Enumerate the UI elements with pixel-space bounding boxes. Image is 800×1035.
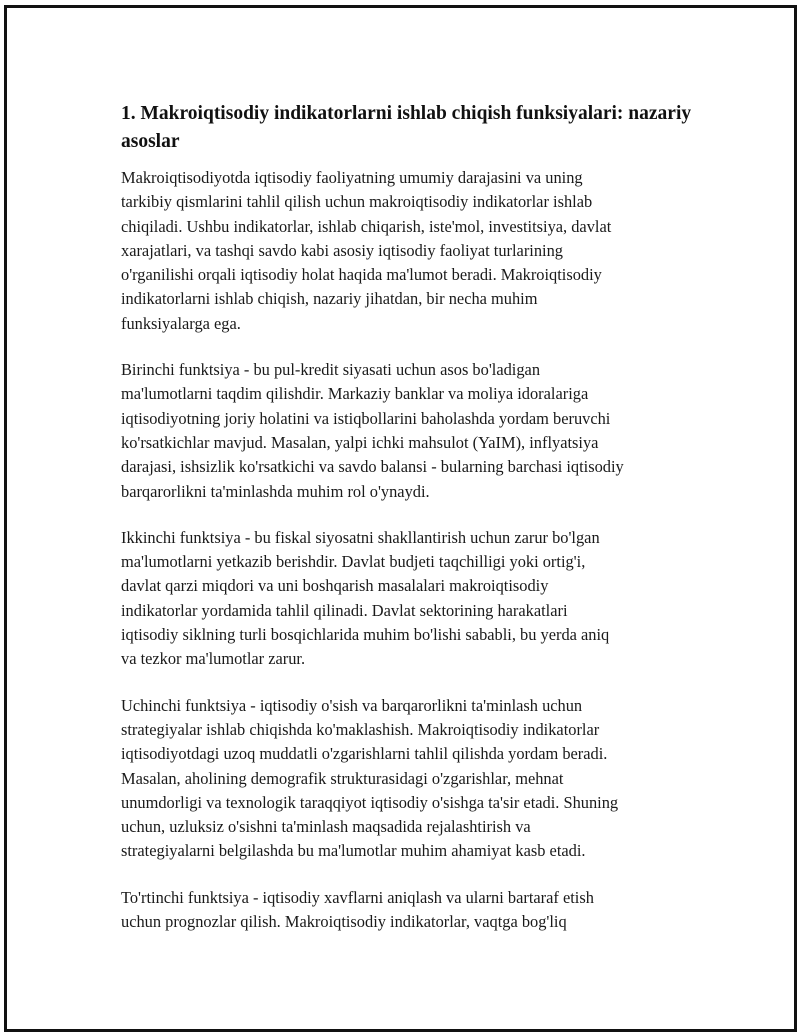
paragraph-fourth-function: To'rtinchi funktsiya - iqtisodiy xavflarni aniqlash va ularni bartaraf etish uchun prognozlar qilish. Makroiqtisodiy indikatorlar, vaqtga bog'liq [121, 887, 594, 932]
paragraph-third-function: Uchinchi funktsiya - iqtisodiy o'sish va barqarorlikni ta'minlash uchun strategiyalar ishlab chiqishda ko'maklashish. Makroiqtisodiy indikatorlar iqtisodiyotdagi uzoq muddatli o'zgarishlarni tahlil qilishda yordam beradi. Masalan, aholining demografik strukturasidagi o'zgarishlar, mehnat unumdorligi va texnologik taraqqiyot iqtisodiy o'sishga ta'sir etadi. Shuning uchun, uzluksiz o'sishni ta'minlash maqsadida rejalashtirish va strategiyalarni belgilashda bu ma'lumotlar muhim ahamiyat kasb etadi. [121, 695, 619, 861]
paragraph-intro: Makroiqtisodiyotda iqtisodiy faoliyatning umumiy darajasini va uning tarkibiy qismlarini tahlil qilish uchun makroiqtisodiy indikatorlar ishlab chiqiladi. Ushbu indikatorlar, ishlab chiqarish, iste'mol, investitsiya, davlat xarajatlari, va tashqi savdo kabi asosiy iqtisodiy faoliyat turlarining o'rganilishi orqali iqtisodiy holat haqida ma'lumot beradi. Makroiqtisodiy indikatorlarni ishlab chiqish, nazariy jihatdan, bir necha muhim funksiyalarga ega. [121, 168, 612, 333]
document-body [121, 100, 696, 956]
paragraph-list [121, 166, 696, 934]
section-title: 1. Makroiqtisodiy indikatorlarni ishlab chiqish funksiyalari: nazariy asoslar [121, 103, 692, 152]
paragraph-first-function: Birinchi funktsiya - bu pul-kredit siyasati uchun asos bo'ladigan ma'lumotlarni taqdim qilishdir. Markaziy banklar va moliya idoralariga iqtisodiyotning joriy holatini va istiqbollarini baholashda yordam beruvchi ko'rsatkichlar mavjud. Masalan, yalpi ichki mahsulot (YaIM), inflyatsiya darajasi, ishsizlik ko'rsatkichi va savdo balansi - bularning barchasi iqtisodiy barqarorlikni ta'minlashda muhim rol o'ynaydi. [121, 360, 624, 501]
paragraph-second-function: Ikkinchi funktsiya - bu fiskal siyosatni shakllantirish uchun zarur bo'lgan ma'lumotlarni yetkazib berishdir. Davlat budjeti taqchilligi yoki ortig'i, davlat qarzi miqdori va uni boshqarish masalalari makroiqtisodiy indikatorlar yordamida tahlil qilinadi. Davlat sektorining harakatlari iqtisodiy siklning turli bosqichlarida muhim bo'lishi sababli, bu yerda aniq va tezkor ma'lumotlar zarur. [121, 527, 610, 669]
page-frame [4, 5, 797, 1032]
